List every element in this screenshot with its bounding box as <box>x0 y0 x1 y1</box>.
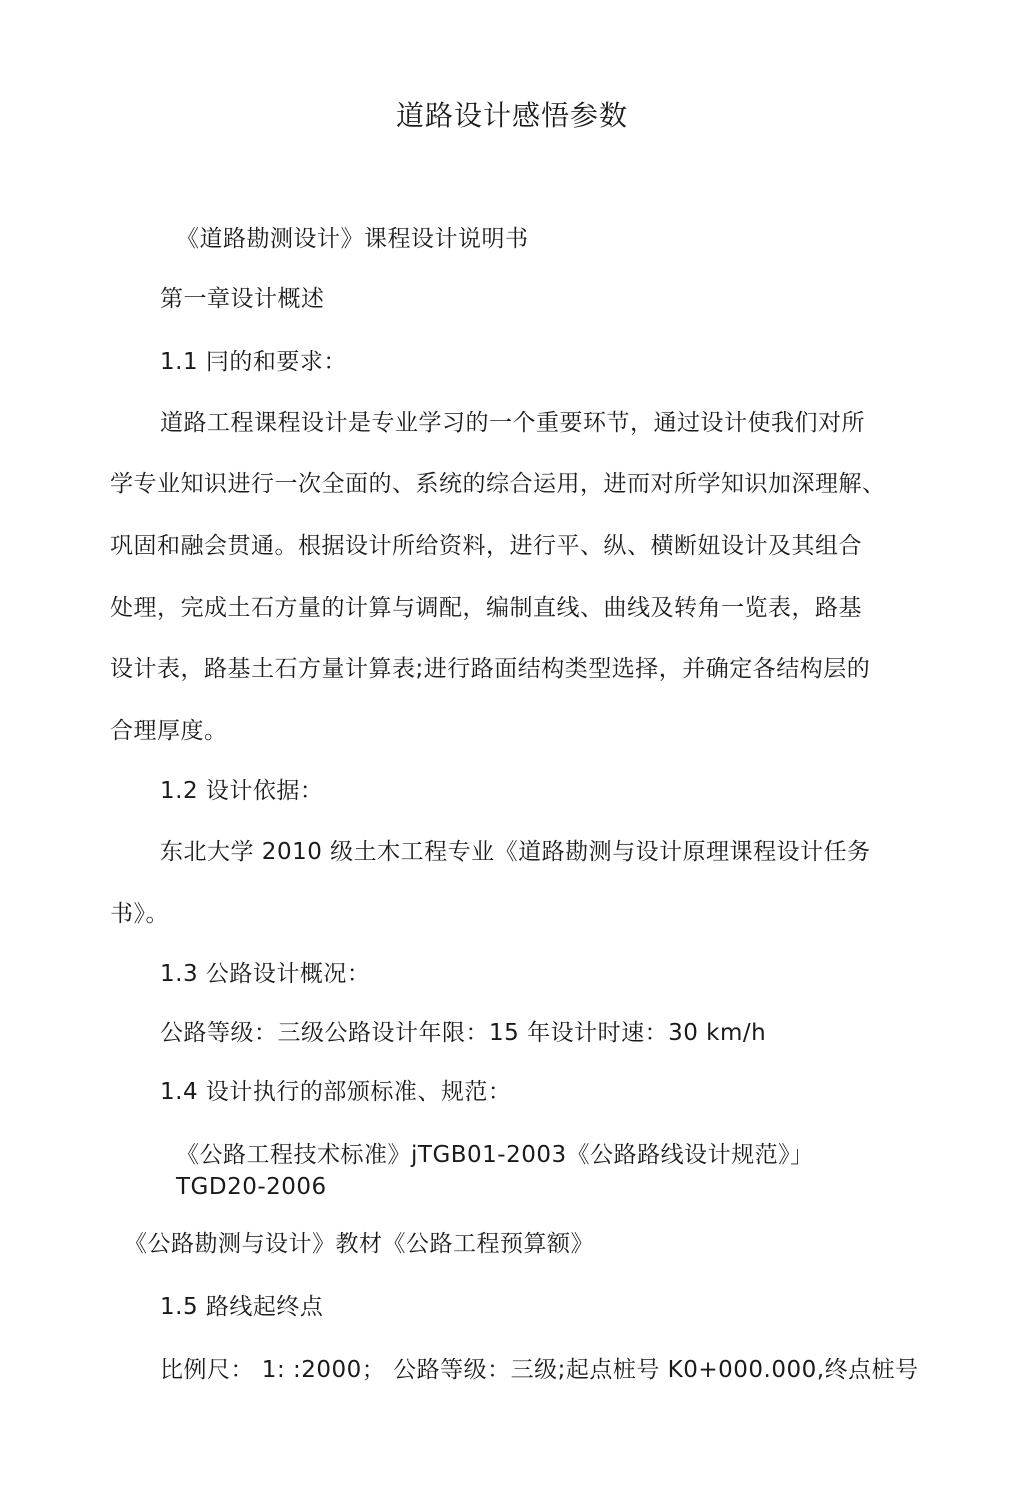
section-heading-1-5: 1.5 路线起终点 <box>160 1294 324 1320</box>
reference-line: TGD20-2006 <box>176 1174 327 1200</box>
paragraph-line: 设计表，路基土石方量计算表;进行路面结构类型选择，并确定各结构层的 <box>110 656 871 682</box>
subtitle: 《道路勘测设计》课程设计说明书 <box>176 226 529 252</box>
section-heading-1-1: 1.1 冃的和要求： <box>160 349 347 375</box>
section-heading-1-4: 1.4 设计执行的部颁标准、规范： <box>160 1079 512 1105</box>
paragraph-line: 公路等级：三级公路设计年限：15 年设计时速：30 km/h <box>160 1020 767 1046</box>
section-heading-1-3: 1.3 公路设计概况： <box>160 961 371 987</box>
document-title: 道路设计感悟参数 <box>395 99 628 132</box>
section-heading-1-2: 1.2 设计依据： <box>160 778 324 804</box>
reference-line: 《公路工程技术标准》jTGB01-2003《公路路线设计规范》」 <box>176 1142 814 1168</box>
paragraph-line: 巩固和融会贯通。根据设计所给资料，进行平、纵、横断妞设计及其组合 <box>110 533 862 559</box>
chapter-heading: 第一章设计概述 <box>160 286 325 312</box>
reference-line: 《公路勘测与设计》教材《公路工程预算额》 <box>124 1231 594 1257</box>
paragraph-line: 比例尺： 1: :2000； 公路等级：三级;起点桩号 K0+000.000,终点桩号 <box>160 1357 919 1383</box>
paragraph-line: 处理，完成土石方量的计算与调配，编制直线、曲线及转角一览表，路基 <box>110 595 862 621</box>
paragraph-line: 合理厚度。 <box>110 718 228 744</box>
paragraph-line: 学专业知识进行一次全面的、系统的综合运用，进而对所学知识加深理解、 <box>110 471 886 497</box>
paragraph-line: 书》。 <box>110 901 169 927</box>
paragraph-line: 道路工程课程设计是专业学习的一个重要环节，通过设计使我们对所 <box>160 410 865 436</box>
paragraph-line: 东北大学 2010 级土木工程专业《道路勘测与设计原理课程设计任务 <box>160 839 871 865</box>
